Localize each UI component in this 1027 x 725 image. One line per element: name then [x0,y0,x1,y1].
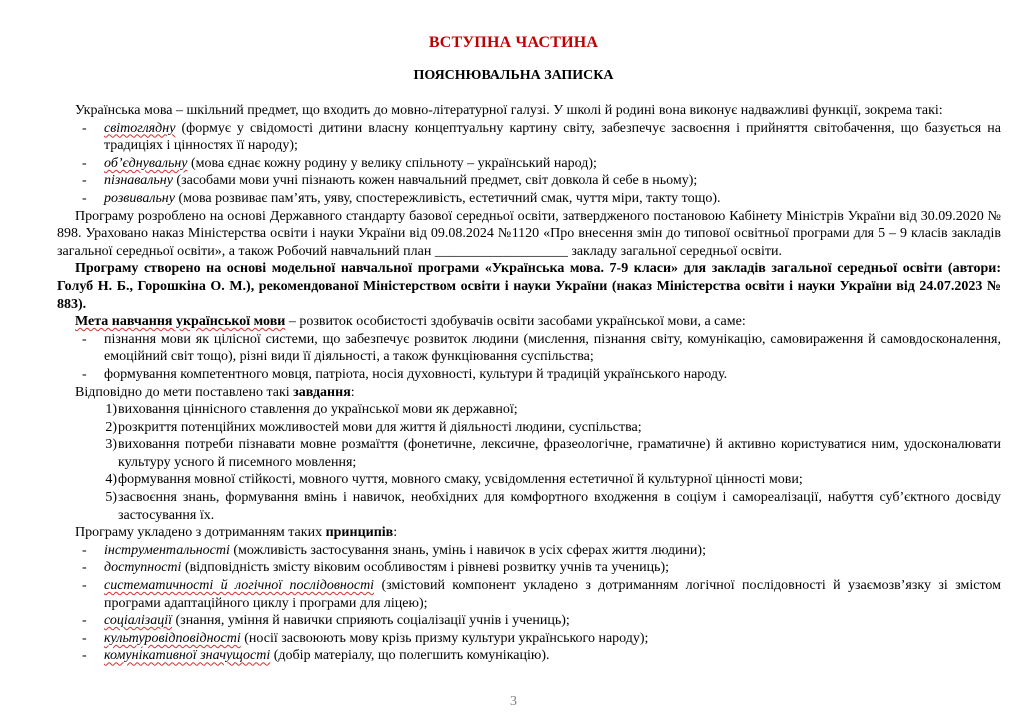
list-item [57,471,1001,489]
function-term: об’єднувальну [104,155,188,171]
functions-list [57,120,1001,208]
tasks-list [57,401,1001,524]
principle-term: соціалізації [104,613,172,629]
section-subtitle: ПОЯСНЮВАЛЬНА ЗАПИСКА [413,68,614,83]
list-item: - доступності (відповідність змісту віковим особливостям і рівневі розвитку учнів та учениць); [82,560,669,576]
principle-term: систематичності й логічної послідовності [104,578,375,594]
principle-text: (добір матеріалу, що полегшить комунікацію). [270,648,550,664]
principle-text: (змістовий компонент укладено з дотриманням логічної послідовності й узаємозв’язку зі змістом програми адаптаційного циклу і програми для ліцею); [104,578,1001,611]
principle-text: (носії засвоюють мову крізь призму культури українського народу); [240,630,649,646]
tasks-lead: Відповідно до мети поставлено такі [75,384,294,400]
function-text: (засобами мови учні пізнають кожен навчальний предмет, світ довкола й себе в ньому); [172,173,698,189]
task-text: виховання потреби пізнавати мовне розмаїття (фонетичне, лексичне, фразеологічне, граматичне) й активно користуватися ним, удосконалювати культуру усного й писемного мовлення; [118,437,1001,470]
list-item [57,419,1001,437]
task-text: формування мовної стійкості, мовного чуття, мовного смаку, усвідомлення естетичної й культурної цінності мови; [118,472,803,488]
page-title: ВСТУПНА ЧАСТИНА [428,34,599,51]
principle-term: інструментальності [104,542,230,558]
function-term: пізнавальну [104,173,173,189]
goal-list [57,331,1001,384]
tasks-colon: : [350,384,355,400]
list-item: - об’єднувальну (мова єднає кожну родину у велику спільноту – український народ); [82,155,597,171]
principles-label: принципів [325,525,394,541]
list-item [57,436,1001,471]
goal-text: – розвиток особистості здобувачів освіти засобами української мови, а саме: [285,314,746,330]
list-item: - світоглядну (формує у свідомості дитини власну концептуальну картину світу, забезпечує засвоєння і прийняття світобачення, що базується на традиціях і цінностях її народу); [82,120,1001,154]
list-item: - пізнавальну (засобами мови учні пізнають кожен навчальний предмет, світ довкола й себе в ньому); [82,173,698,189]
list-item: - інструментальності (можливість застосування знань, умінь і навичок в усіх сферах життя людини); [82,542,706,558]
principles-list [57,542,1001,665]
task-text: розкриття потенційних можливостей мови для життя й діяльності людини, суспільства; [118,419,642,435]
intro-paragraph: Українська мова – шкільний предмет, що входить до мовно-літературної галузі. У школі й родині вона виконує надважливі функції, зокрема такі: [75,103,943,118]
principle-text: (знання, уміння й навички сприяють соціалізації учнів і учениць); [172,613,570,629]
principle-term: комунікативної значущості [104,648,271,664]
goal-label: Мета навчання української мови [75,314,286,330]
goal-item: пізнання мови як цілісної системи, що забезпечує розвиток людини (мислення, пізнання світу, комунікацію, самовираження й самовдосконалення, емоційний світ тощо), різні види її діяльності, а також функціювання суспільства; [104,331,1001,365]
function-text: (мова розвиває пам’ять, уяву, спостережливість, естетичний смак, чуття міри, такту тощо). [174,190,721,206]
function-text: (формує у свідомості дитини власну концептуальну картину світу, забезпечує засвоєння і прийняття світобачення, що базується на традиціях і цінностях її народу); [104,120,1001,154]
model-program-paragraph: Програму створено на основі модельної навчальної програми «Українська мова. 7-9 класи» для закладів загальної середньої освіти (автори: Голуб Н. Б., Горошкіна О. М.), рекомендованої Міністерством освіти і науки України (наказ Міністерства освіти і науки України від 24.07.2023 № 883). [57,261,1001,312]
goal-item: формування компетентного мовця, патріота, носія духовності, культури й традицій українського народу. [104,366,728,382]
task-text: засвоєння знань, формування вмінь і навичок, необхідних для комфортного входження в соціум і самореалізації, набуття суб’єктного досвіду застосування їх. [118,490,1001,523]
task-number: 2) [105,419,117,435]
principles-paragraph [57,524,1001,542]
principle-text: (відповідність змісту віковим особливостям і рівневі розвитку учнів та учениць); [181,560,669,576]
list-item: - систематичності й логічної послідовності (змістовий компонент укладено з дотриманням логічної послідовності й узаємозв’язку зі змістом програми адаптаційного циклу і програми для ліцею); [82,578,1001,611]
task-number: 4) [105,472,117,488]
list-item: - пізнання мови як цілісної системи, що забезпечує розвиток людини (мислення, пізнання світу, комунікацію, самовираження й самовдосконалення, емоційний світ тощо), різні види її діяльності, а також функціювання суспільства; [82,331,1001,365]
list-item: - комунікативної значущості (добір матеріалу, що полегшить комунікацію). [82,648,550,664]
task-number: 1) [105,402,117,418]
goal-paragraph [57,313,1001,331]
task-number: 5) [105,490,117,506]
principles-colon: : [393,525,398,541]
document-body [57,102,1001,665]
principle-text: (можливість застосування знань, умінь і навичок в усіх сферах життя людини); [229,542,706,558]
function-text: (мова єднає кожну родину у велику спільноту – український народ); [187,155,597,171]
principles-lead: Програму укладено з дотриманням таких [75,525,326,541]
list-item: - культуровідповідності (носії засвоюють мову крізь призму культури українського народу); [82,630,649,646]
task-text: виховання ціннісного ставлення до української мови як державної; [118,402,518,418]
function-term: світоглядну [104,120,176,136]
task-number: 3) [105,437,117,453]
list-item: - соціалізації (знання, уміння й навички сприяють соціалізації учнів і учениць); [82,613,570,629]
list-item [57,401,1001,419]
principle-term: доступності [104,560,182,576]
page-number: 3 [510,694,517,709]
principle-term: культуровідповідності [104,630,241,646]
tasks-label: завдання [293,384,351,400]
list-item [57,489,1001,524]
function-term: розвивальну [104,190,175,206]
list-item: - розвивальну (мова розвиває пам’ять, уяву, спостережливість, естетичний смак, чуття міри, такту тощо). [82,190,721,206]
tasks-paragraph [57,384,1001,402]
list-item: - формування компетентного мовця, патріота, носія духовності, культури й традицій українського народу. [82,366,728,382]
basis-paragraph: Програму розроблено на основі Державного стандарту базової середньої освіти, затвердженого постановою Кабінету Міністрів України від 30.09.2020 № 898. Ураховано наказ Міністерства освіти і науки України від 09.08.2024 №1120 «Про внесення змін до типової освітньої програми для 5 – 9 класів закладів загальної середньої освіти», а також Робочий навчальний план ___________________ закладу загальної середньої освіти. [57,208,1001,259]
